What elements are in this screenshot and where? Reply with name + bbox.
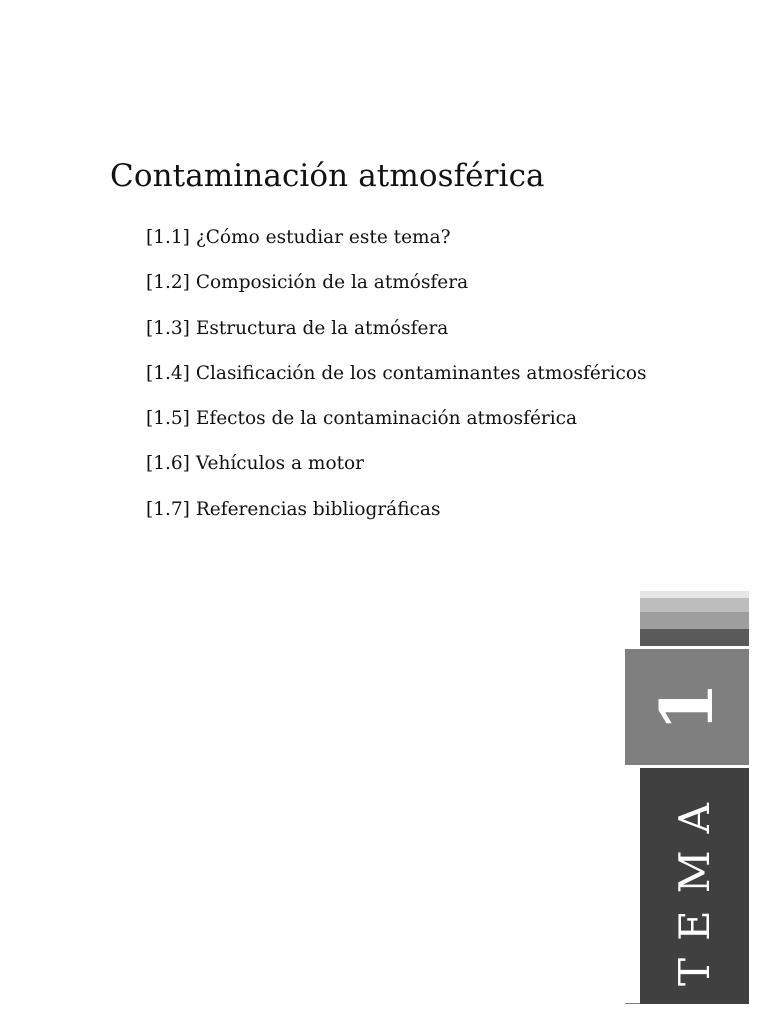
toc-item-label: ¿Cómo estudiar este tema? <box>195 227 451 248</box>
decorative-strip <box>640 612 749 629</box>
toc-item-1-2 <box>146 269 647 314</box>
decorative-strip <box>640 598 749 612</box>
toc-item-number: [1.2] <box>146 272 190 294</box>
toc-item-label: Estructura de la atmósfera <box>195 317 449 339</box>
toc-item-number: [1.7] <box>146 498 190 520</box>
toc-item-1-6 <box>146 450 647 495</box>
toc-item-1-1 <box>146 224 647 269</box>
toc-item-1-3 <box>146 315 647 360</box>
chapter-label: TEMA <box>669 785 719 987</box>
page-title: Contaminación atmosférica <box>110 158 545 194</box>
toc-item-1-5 <box>146 405 647 450</box>
toc-item-number: [1.1] <box>146 227 190 248</box>
toc-item-label: Composición de la atmósfera <box>195 272 469 294</box>
divider <box>625 1003 640 1004</box>
toc-item-number: [1.3] <box>146 317 190 339</box>
toc-item-label: Clasificación de los contaminantes atmosféricos <box>195 362 647 384</box>
toc-item-label: Vehículos a motor <box>195 453 365 475</box>
decorative-strip <box>640 591 749 598</box>
decorative-strip <box>640 629 749 646</box>
toc-item-label: Efectos de la contaminación atmosférica <box>195 408 578 430</box>
chapter-label-box <box>640 768 749 1004</box>
toc-item-label: Referencias bibliográficas <box>195 498 441 520</box>
chapter-number-box <box>625 649 749 765</box>
table-of-contents <box>146 224 647 541</box>
toc-item-number: [1.5] <box>146 408 190 430</box>
chapter-number: 1 <box>644 681 729 733</box>
toc-item-1-4 <box>146 360 647 405</box>
toc-item-number: [1.6] <box>146 453 190 475</box>
toc-item-1-7 <box>146 496 647 541</box>
toc-item-number: [1.4] <box>146 362 190 384</box>
